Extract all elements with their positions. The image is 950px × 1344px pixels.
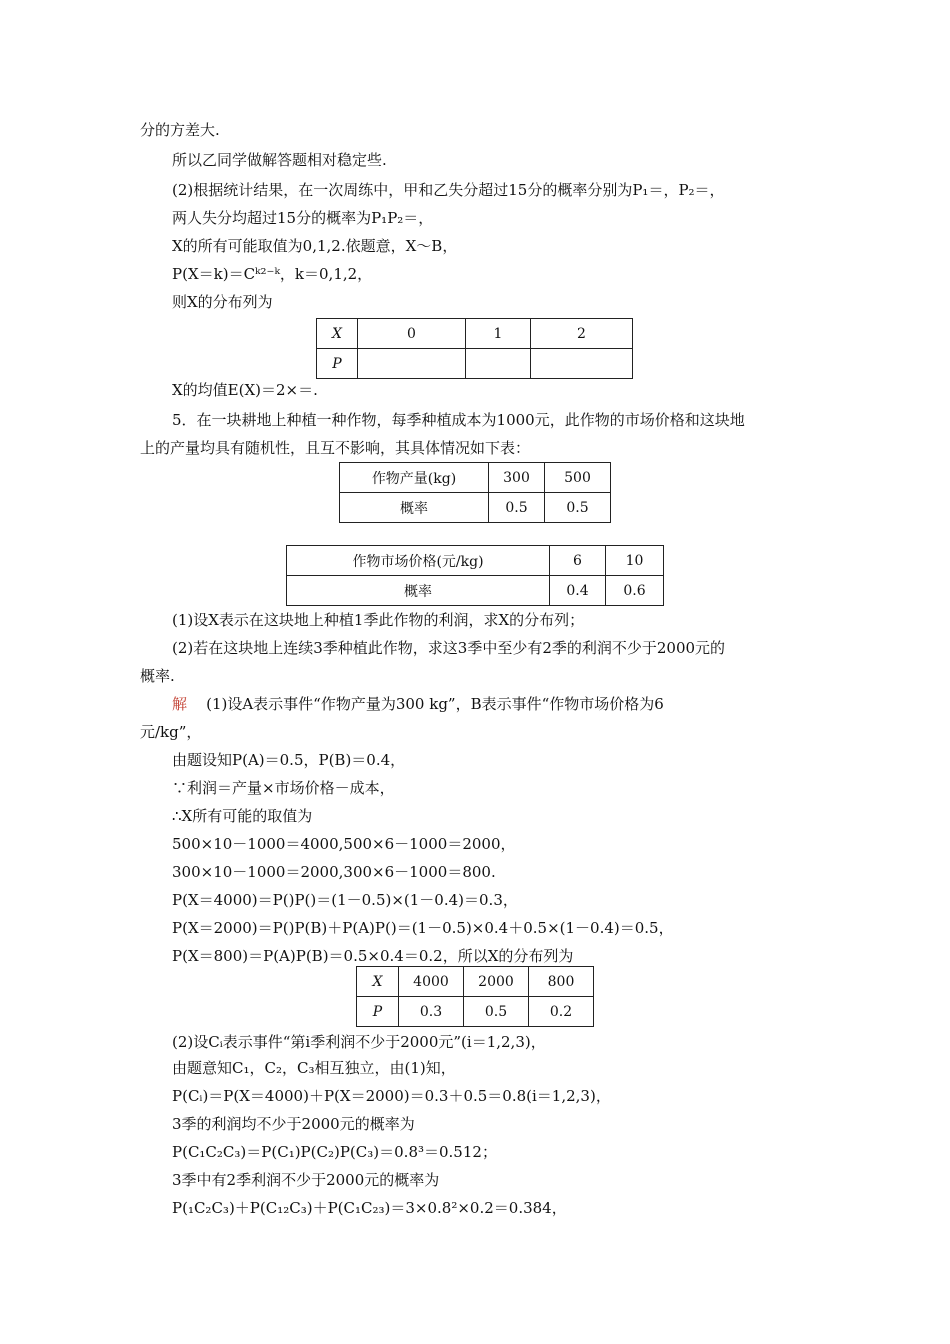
text-line: (2)根据统计结果，在一次周练中，甲和乙失分超过15分的概率分别为P₁＝，P₂＝， — [172, 181, 725, 199]
text-line: 由题设知P(A)＝0.5，P(B)＝0.4， — [172, 751, 406, 769]
table-cell: X — [317, 319, 358, 349]
table-cell: 2 — [531, 319, 633, 349]
text-line: P(X＝4000)＝P()P()＝(1－0.5)×(1－0.4)＝0.3， — [172, 891, 518, 909]
text-line: (2)若在这块地上连续3季种植此作物，求这3季中至少有2季的利润不少于2000元的 — [172, 639, 726, 657]
text-line: 概率. — [140, 667, 175, 685]
text-line: 所以乙同学做解答题相对稳定些. — [172, 151, 387, 169]
table-cell: 1 — [466, 319, 531, 349]
text-line: 3季中有2季利润不少于2000元的概率为 — [172, 1171, 440, 1189]
text-span: (1)设A表示事件“作物产量为300 kg”，B表示事件“作物市场价格为6 — [206, 695, 664, 713]
table-cell — [358, 349, 466, 379]
text-line: P(C₁C₂C₃)＝P(C₁)P(C₂)P(C₃)＝0.8³＝0.512； — [172, 1143, 497, 1161]
text-line: 上的产量均具有随机性，且互不影响，其具体情况如下表： — [140, 439, 531, 457]
table-cell: 0.5 — [489, 493, 545, 523]
text-line: 则X的分布列为 — [172, 293, 273, 311]
table-cell: 作物市场价格(元/kg) — [287, 546, 550, 576]
text-line: X的所有可能取值为0,1,2.依题意，X～B， — [172, 237, 458, 255]
table-cell: 0 — [358, 319, 466, 349]
table-cell: 800 — [529, 967, 594, 997]
table-cell: 概率 — [340, 493, 489, 523]
crop-yield-table — [339, 462, 611, 523]
text-line — [172, 694, 664, 714]
text-line: P(X＝k)＝Cᵏ²⁻ᵏ，k＝0,1,2， — [172, 265, 373, 283]
solution-label: 解 — [172, 695, 188, 713]
text-line: 500×10－1000＝4000,500×6－1000＝2000， — [172, 835, 516, 853]
text-line: P(Cᵢ)＝P(X＝4000)＋P(X＝2000)＝0.3＋0.5＝0.8(i＝1,2,3)， — [172, 1087, 611, 1105]
text-line: X的均值E(X)＝2×＝. — [172, 381, 318, 399]
table-cell: 0.6 — [606, 576, 664, 606]
table-cell: 300 — [489, 463, 545, 493]
distribution-table-1 — [316, 318, 633, 379]
table-cell: 概率 — [287, 576, 550, 606]
table-cell: 500 — [545, 463, 611, 493]
table-cell: 10 — [606, 546, 664, 576]
table-cell: 0.2 — [529, 997, 594, 1027]
table-cell: 0.3 — [399, 997, 464, 1027]
table-cell: P — [357, 997, 399, 1027]
text-line: 分的方差大. — [140, 121, 220, 139]
table-cell — [531, 349, 633, 379]
text-line: 两人失分均超过15分的概率为P₁P₂＝， — [172, 209, 434, 227]
text-line: 元/kg”， — [140, 723, 202, 741]
table-cell: P — [317, 349, 358, 379]
text-line: P(₁C₂C₃)＋P(C₁₂C₃)＋P(C₁C₂₃)＝3×0.8²×0.2＝0.384， — [172, 1199, 567, 1217]
text-line: (1)设X表示在这块地上种植1季此作物的利润，求X的分布列； — [172, 611, 585, 629]
table-cell: 0.5 — [464, 997, 529, 1027]
profit-distribution-table — [356, 966, 594, 1027]
table-cell: 作物产量(kg) — [340, 463, 489, 493]
text-line: P(X＝2000)＝P()P(B)＋P(A)P()＝(1－0.5)×0.4＋0.5×(1－0.4)＝0.5， — [172, 919, 674, 937]
table-cell: 2000 — [464, 967, 529, 997]
text-line: (2)设Cᵢ表示事件“第i季利润不少于2000元”(i＝1,2,3)， — [172, 1033, 546, 1051]
text-line: 300×10－1000＝2000,300×6－1000＝800. — [172, 863, 496, 881]
table-cell: 4000 — [399, 967, 464, 997]
table-cell: X — [357, 967, 399, 997]
market-price-table — [286, 545, 664, 606]
text-line: 由题意知C₁，C₂，C₃相互独立，由(1)知， — [172, 1059, 456, 1077]
text-line: P(X＝800)＝P(A)P(B)＝0.5×0.4＝0.2，所以X的分布列为 — [172, 947, 574, 965]
text-line: 5．在一块耕地上种植一种作物，每季种植成本为1000元，此作物的市场价格和这块地 — [172, 411, 745, 429]
table-cell: 0.4 — [550, 576, 606, 606]
text-line: ∴X所有可能的取值为 — [172, 807, 313, 825]
table-cell: 6 — [550, 546, 606, 576]
text-line: ∵利润＝产量×市场价格－成本， — [172, 779, 395, 797]
table-cell — [466, 349, 531, 379]
text-line: 3季的利润均不少于2000元的概率为 — [172, 1115, 415, 1133]
table-cell: 0.5 — [545, 493, 611, 523]
